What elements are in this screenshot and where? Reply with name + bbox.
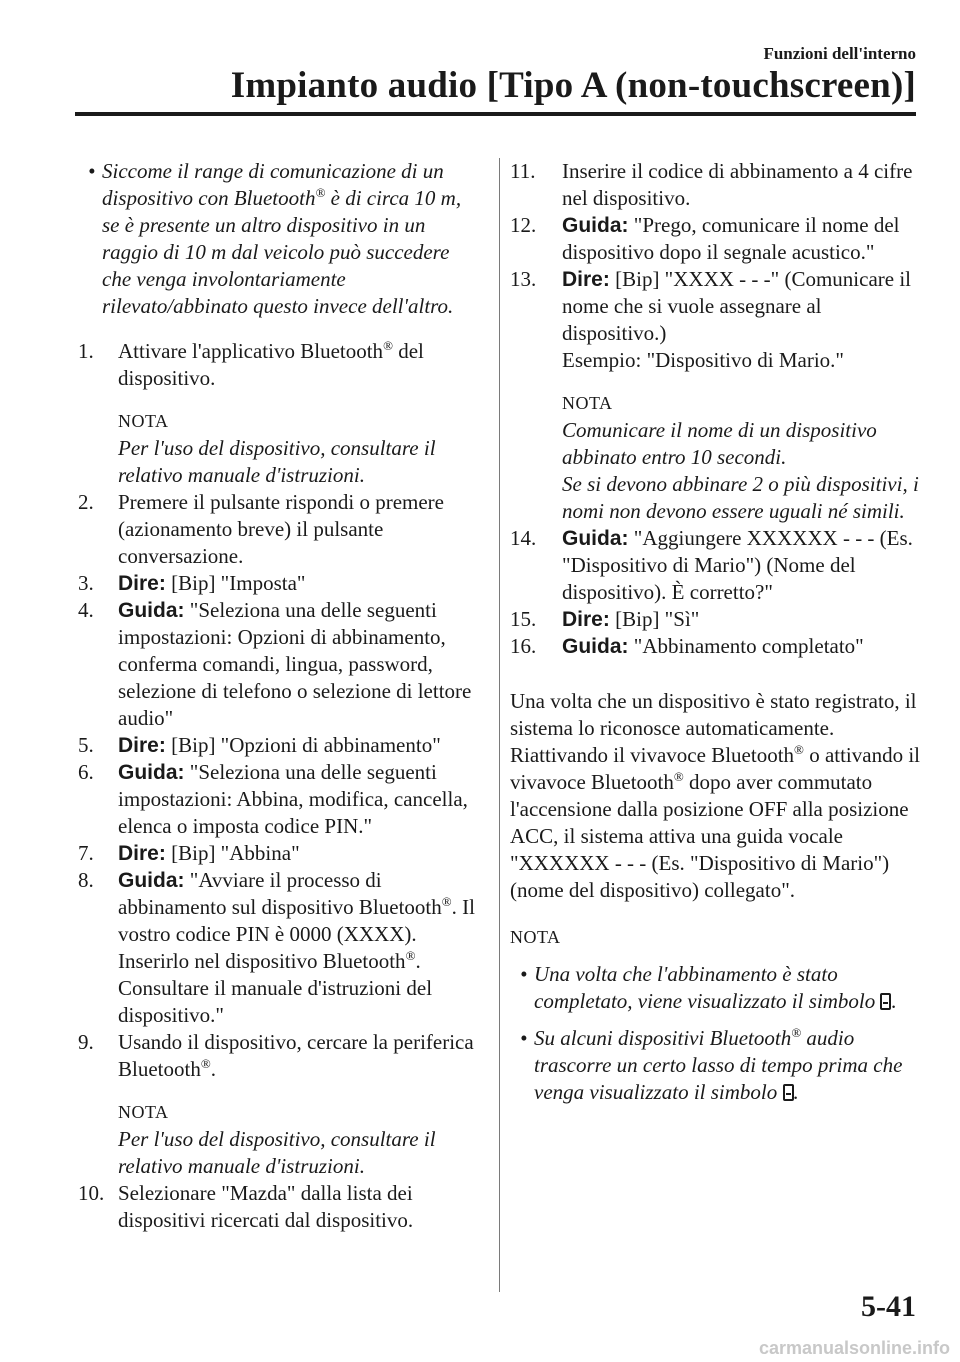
step-number: 12.	[510, 213, 537, 237]
step-13	[510, 266, 920, 374]
step-number: 13.	[510, 267, 537, 291]
note-text: Se si devono abbinare 2 o più dispositivi, i nomi non devono essere uguali né simili.	[562, 472, 919, 523]
step-text: Guida: "Abbinamento completato"	[562, 634, 864, 658]
note-bullet-2: • Su alcuni dispositivi Bluetooth® audio trascorre un certo lasso di tempo prima che venga visualizzato il simbolo .	[520, 1025, 903, 1104]
note-label: NOTA	[562, 393, 613, 413]
step-text: Guida: "Seleziona una delle seguenti impostazioni: Abbina, modifica, cancella, elenca o imposta codice PIN."	[118, 760, 468, 838]
step-6	[78, 759, 476, 840]
step-11	[510, 158, 920, 212]
speaker-label: Dire:	[118, 842, 166, 865]
page-number: 5-41	[861, 1290, 916, 1323]
step-number: 6.	[78, 760, 94, 784]
step-text: Guida: "Avviare il processo di abbinamento sul dispositivo Bluetooth®. Il vostro codice PIN è 0000 (XXXX). Inserirlo nel dispositivo Bluetooth®. Consultare il manuale d'istruzioni del dispositivo."	[118, 868, 475, 1027]
step-8	[78, 867, 476, 1029]
note-text: Per l'uso del dispositivo, consultare il relativo manuale d'istruzioni.	[118, 436, 436, 487]
step-10	[78, 1180, 476, 1234]
step-text: Selezionare "Mazda" dalla lista dei dispositivi ricercati dal dispositivo.	[118, 1181, 414, 1232]
step-text: Dire: [Bip] "Imposta"	[118, 571, 306, 595]
step-14	[510, 525, 920, 606]
bullet-mark: •	[520, 1026, 528, 1050]
note-label: NOTA	[510, 927, 561, 947]
registered-mark: ®	[315, 185, 326, 200]
note-text: Comunicare il nome di un dispositivo abbinato entro 10 secondi.	[562, 418, 877, 469]
speaker-label: Guida:	[562, 635, 629, 658]
step-4	[78, 597, 476, 732]
step-number: 10.	[78, 1181, 105, 1205]
step-2	[78, 489, 476, 570]
step-number: 1.	[78, 339, 94, 363]
step-number: 4.	[78, 598, 94, 622]
paired-device-icon	[783, 1084, 794, 1101]
step-text: Premere il pulsante rispondi o premere (azionamento breve) il pulsante conversazione.	[118, 490, 444, 568]
step-number: 8.	[78, 868, 94, 892]
step-number: 5.	[78, 733, 94, 757]
speaker-label: Guida:	[562, 527, 629, 550]
speaker-label: Guida:	[118, 869, 185, 892]
bullet-mark: •	[88, 159, 96, 183]
step-number: 15.	[510, 607, 537, 631]
step-5	[78, 732, 476, 759]
step-number: 2.	[78, 490, 94, 514]
step-number: 11.	[510, 159, 536, 183]
bullet-mark: •	[520, 962, 528, 986]
speaker-label: Guida:	[562, 214, 629, 237]
watermark: carmanualsonline.info	[758, 1338, 950, 1358]
body-paragraph: Una volta che un dispositivo è stato registrato, il sistema lo riconosce automaticamente. Riattivando il vivavoce Bluetooth® o attivando il vivavoce Bluetooth® dopo aver commutato l'accensione dalla posizione OFF alla posizione ACC, il sistema attiva una guida vocale "XXXXXX - - - (Es. "Dispositivo di Mario") (nome del dispositivo) collegato".	[510, 689, 921, 902]
speaker-label: Dire:	[562, 268, 610, 291]
header-divider	[75, 112, 916, 116]
note-label: NOTA	[118, 411, 169, 431]
note-1	[78, 408, 476, 489]
section-label: Funzioni dell'interno	[763, 44, 916, 63]
step-text: Usando il dispositivo, cercare la periferica Bluetooth®.	[118, 1030, 474, 1081]
page-title: Impianto audio [Tipo A (non-touchscreen)]	[230, 65, 916, 106]
note-2	[78, 1099, 476, 1180]
range-warning-bullet	[78, 158, 476, 320]
bullet-text-a: Siccome il range di comunicazione di un dispositivo con Bluetooth	[102, 159, 444, 210]
step-15	[510, 606, 920, 633]
step-text: Inserire il codice di abbinamento a 4 cifre nel dispositivo.	[562, 159, 913, 210]
step-text: Guida: "Seleziona una delle seguenti impostazioni: Opzioni di abbinamento, conferma comandi, lingua, password, selezione di telefono o selezione di lettore audio"	[118, 598, 472, 730]
step-1	[78, 338, 476, 392]
step-text: Guida: "Prego, comunicare il nome del dispositivo dopo il segnale acustico."	[562, 213, 900, 264]
left-column	[78, 158, 476, 1234]
step-number: 9.	[78, 1030, 94, 1054]
speaker-label: Guida:	[118, 761, 185, 784]
speaker-label: Dire:	[118, 734, 166, 757]
step-number: 14.	[510, 526, 537, 550]
step-text: Dire: [Bip] "Opzioni di abbinamento"	[118, 733, 441, 757]
step-text: Dire: [Bip] "Abbina"	[118, 841, 300, 865]
note-label: NOTA	[118, 1102, 169, 1122]
step-16	[510, 633, 920, 660]
speaker-label: Guida:	[118, 599, 185, 622]
step-text: Dire: [Bip] "XXXX - - -" (Comunicare il nome che si vuole assegnare al dispositivo.) Esempio: "Dispositivo di Mario."	[562, 267, 912, 372]
step-number: 7.	[78, 841, 94, 865]
step-number: 16.	[510, 634, 537, 658]
step-12	[510, 212, 920, 266]
step-7	[78, 840, 476, 867]
step-number: 3.	[78, 571, 94, 595]
step-9	[78, 1029, 476, 1083]
bullet-text-b: è di circa 10 m, se è presente un altro dispositivo in un raggio di 10 m dal veicolo può succedere che venga involontariamente rilevato/abbinato questo invece dell'altro.	[102, 186, 462, 318]
example-text: Esempio: "Dispositivo di Mario."	[562, 348, 844, 372]
speaker-label: Dire:	[118, 572, 166, 595]
note-bullet-1: • Una volta che l'abbinamento è stato completato, viene visualizzato il simbolo .	[520, 962, 897, 1013]
step-text: Attivare l'applicativo Bluetooth® del dispositivo.	[118, 338, 424, 390]
column-divider	[499, 158, 500, 1292]
speaker-label: Dire:	[562, 608, 610, 631]
step-text: Dire: [Bip] "Sì"	[562, 607, 700, 631]
paired-device-icon	[880, 993, 891, 1010]
step-text: Guida: "Aggiungere XXXXXX - - - (Es. "Dispositivo di Mario") (Nome del dispositivo). È corretto?"	[562, 526, 913, 604]
right-column	[510, 158, 920, 1106]
note-text: Per l'uso del dispositivo, consultare il relativo manuale d'istruzioni.	[118, 1127, 436, 1178]
step-3	[78, 570, 476, 597]
note-3	[510, 390, 920, 525]
